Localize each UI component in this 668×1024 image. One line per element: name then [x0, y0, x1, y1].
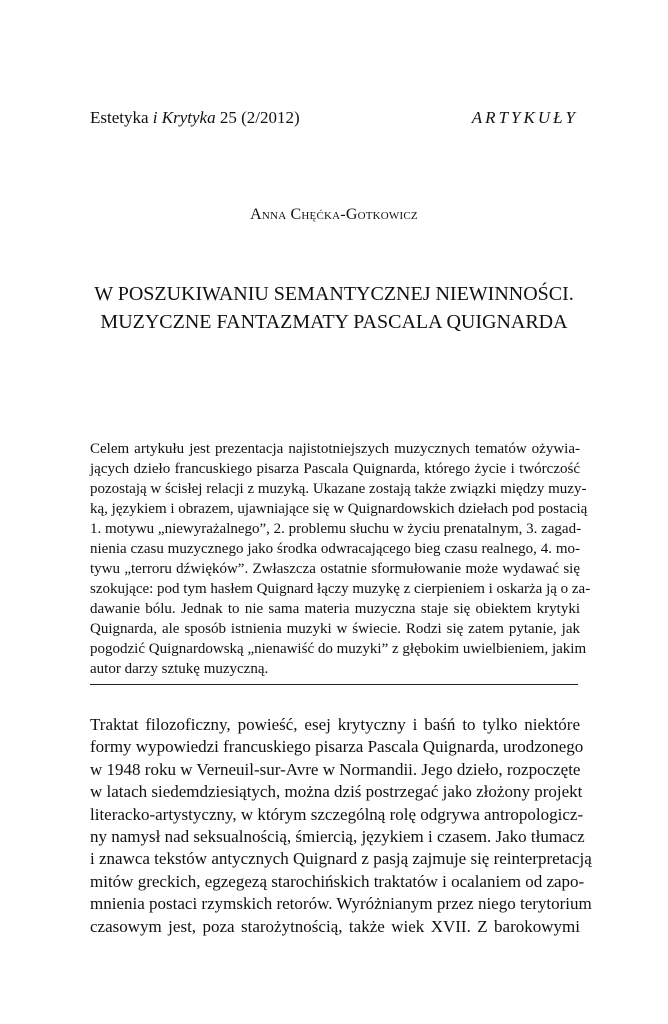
abstract-line: nienia czasu muzycznego jako środka odwracającego bieg czasu realnego, 4. mo-	[90, 541, 580, 557]
section-divider	[90, 684, 578, 685]
abstract-line: tywu „terroru dźwięków”. Zwłaszcza ostatnie sformułowanie może wydawać się	[90, 561, 580, 577]
body-line: formy wypowiedzi francuskiego pisarza Pascala Quignarda, urodzonego	[90, 737, 584, 757]
abstract-line: Celem artykułu jest prezentacja najistotniejszych muzycznych tematów ożywia-	[90, 441, 580, 457]
body-line: w 1948 roku w Verneuil-sur-Avre w Normandii. Jego dzieło, rozpoczęte	[90, 759, 581, 779]
abstract-line: autor darzy sztukę muzyczną.	[90, 661, 269, 677]
journal-name-krytyka: Krytyka	[161, 108, 216, 127]
abstract-line: dawanie bólu. Jednak to nie sama materia muzyczna staje się obiektem krytyki	[90, 601, 580, 617]
abstract-line: 1. motywu „niewyrażalnego”, 2. problemu słuchu w życiu prenatalnym, 3. zagad-	[90, 521, 582, 537]
abstract-line: szokujące: pod tym hasłem Quignard łączy muzykę z cierpieniem i oskarża ją o za-	[90, 581, 591, 597]
author-name: Anna Chęćka-Gotkowicz	[250, 206, 418, 223]
journal-name-conjunction: i	[152, 108, 158, 127]
body-line: i znawca tekstów antycznych Quignard z pasją zajmuje się reinterpretacją	[90, 849, 592, 869]
body-line: czasowym jest, poza starożytnością, także wiek XVII. Z barokowymi	[90, 916, 580, 936]
title-line-2: MUZYCZNE FANTAZMATY PASCALA QUIGNARDA	[100, 311, 568, 333]
body-line: w latach siedemdziesiątych, można dziś postrzegać jako złożony projekt	[90, 782, 583, 802]
abstract-line: ką, językiem i obrazem, ujawniające się w Quignardowskich dziełach pod postacią	[90, 501, 588, 517]
journal-name-prefix: Estetyka	[90, 108, 153, 127]
abstract	[90, 439, 591, 679]
section-label: ARTYKUŁY	[471, 108, 578, 127]
body-line: literacko-artystyczny, w którym szczególną rolę odgrywa antropologicz-	[90, 804, 584, 824]
body-line: ny namysł nad seksualnością, śmiercią, językiem i czasem. Jako tłumacz	[90, 826, 585, 846]
body-line: Traktat filozoficzny, powieść, esej krytyczny i baśń to tylko niektóre	[90, 715, 580, 734]
abstract-line: Quignarda, ale sposób istnienia muzyki w świecie. Rodzi się zatem pytanie, jak	[90, 621, 580, 637]
abstract-line: pozostają w ścisłej relacji z muzyką. Ukazane zostają także związki między muzy-	[90, 481, 587, 497]
article-title	[60, 280, 608, 336]
abstract-line: jących dzieło francuskiego pisarza Pascala Quignarda, którego życie i twórczość	[90, 461, 580, 477]
body-paragraph	[90, 714, 592, 938]
title-line-1: W POSZUKIWANIU SEMANTYCZNEJ NIEWINNOŚCI.	[94, 283, 574, 305]
body-line: mitów greckich, egzegezą starochińskich traktatów i ocalaniem od zapo-	[90, 871, 585, 891]
body-line: mnienia postaci rzymskich retorów. Wyróżnianym przez niego terytorium	[90, 894, 592, 914]
journal-citation	[90, 108, 300, 128]
running-header	[90, 108, 578, 132]
abstract-line: pogodzić Quignardowską „nienawiść do muzyki” z głębokim uwielbieniem, jakim	[90, 641, 587, 657]
journal-issue: 25 (2/2012)	[215, 108, 300, 127]
